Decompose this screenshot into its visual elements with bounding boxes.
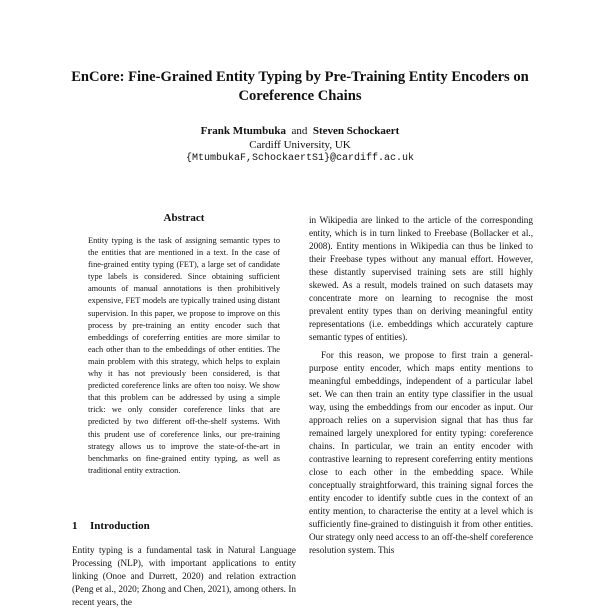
intro-right-paragraph-2: For this reason, we propose to first train a general-purpose entity encoder, which maps entity mentions to meaningful embeddings, independent of a particular label set. We can then train an entity type classifier in the usual way, using the embeddings from our encoder as input. Our approach relies on a supervision signal that has thus far remained largely unexplored for entity typing: coreference chains. In particular, we train an entity encoder with contrastive learning to represent coreferring entity mentions close to each other in the embedding space. While conceptually straightforward, this training signal forces the entity encoder to identify subtle cues in the context of an entity mention, to characterise the entity at a level which is sufficiently fine-grained to distinguish it from other entities. Our strategy only need access to an off-the-shelf coreference resolution system. This [309, 350, 533, 555]
abstract-text: Entity typing is the task of assigning semantic types to the entities that are mentioned in a text. In the case of fine-grained entity typing (FET), a large set of candidate type labels is considered. Since obtaining sufficient amounts of manual annotations is then prohibitively expensive, FET models are typically trained using distant supervision. In this paper, we propose to improve on this process by pre-training an entity encoder such that embeddings of coreferring entities are more similar to each other than to the embeddings of other entities. The main problem with this strategy, which helps to explain why it has not previously been considered, is that predicted coreference links are often too noisy. We show that this problem can be addressed by using a simple trick: we only consider coreference links that are predicted by two different off-the-shelf systems. With this prudent use of coreference links, our pre-training strategy allows us to improve the state-of-the-art in benchmarks on fine-grained entity typing, as well as traditional entity extraction. [88, 236, 280, 475]
abstract-heading: Abstract [163, 212, 205, 224]
author-email: {MtumbukaF,SchockaertS1}@cardiff.ac.uk [185, 153, 415, 164]
author-2: Steven Schockaert [312, 125, 400, 137]
paper-title: EnCore: Fine-Grained Entity Typing by Pre-Training Entity Encoders on Coreference Chains [71, 69, 529, 104]
section-heading-introduction [72, 520, 292, 532]
author-conjunction: and [291, 125, 308, 137]
right-column [309, 214, 533, 557]
author-1: Frank Mtumbuka [200, 125, 286, 137]
intro-right-paragraph-1: in Wikipedia are linked to the article of the corresponding entity, which is in turn linked to Freebase (Bollacker et al., 2008). Entity mentions in Wikipedia can thus be linked to their Freebase types without any manual effort. However, these distantly supervised training sets are still highly skewed. As a result, models trained on such datasets may concentrate more on learning to recognise the most prevalent entity types than on deriving meaningful entity representations (i.e. embeddings which accurately capture semantic types of entities). [309, 215, 533, 342]
section-number: 1 [72, 520, 78, 532]
section-title: Introduction [90, 520, 150, 532]
intro-left-paragraph: Entity typing is a fundamental task in Natural Language Processing (NLP), with important applications to entity linking (Onoe and Durrett, 2020) and relation extraction (Peng et al., 2020; Zhong and Chen, 2021), among others. In recent years, the [72, 545, 296, 607]
author-names [40, 124, 560, 138]
author-block [40, 124, 560, 166]
affiliation: Cardiff University, UK [249, 139, 351, 151]
